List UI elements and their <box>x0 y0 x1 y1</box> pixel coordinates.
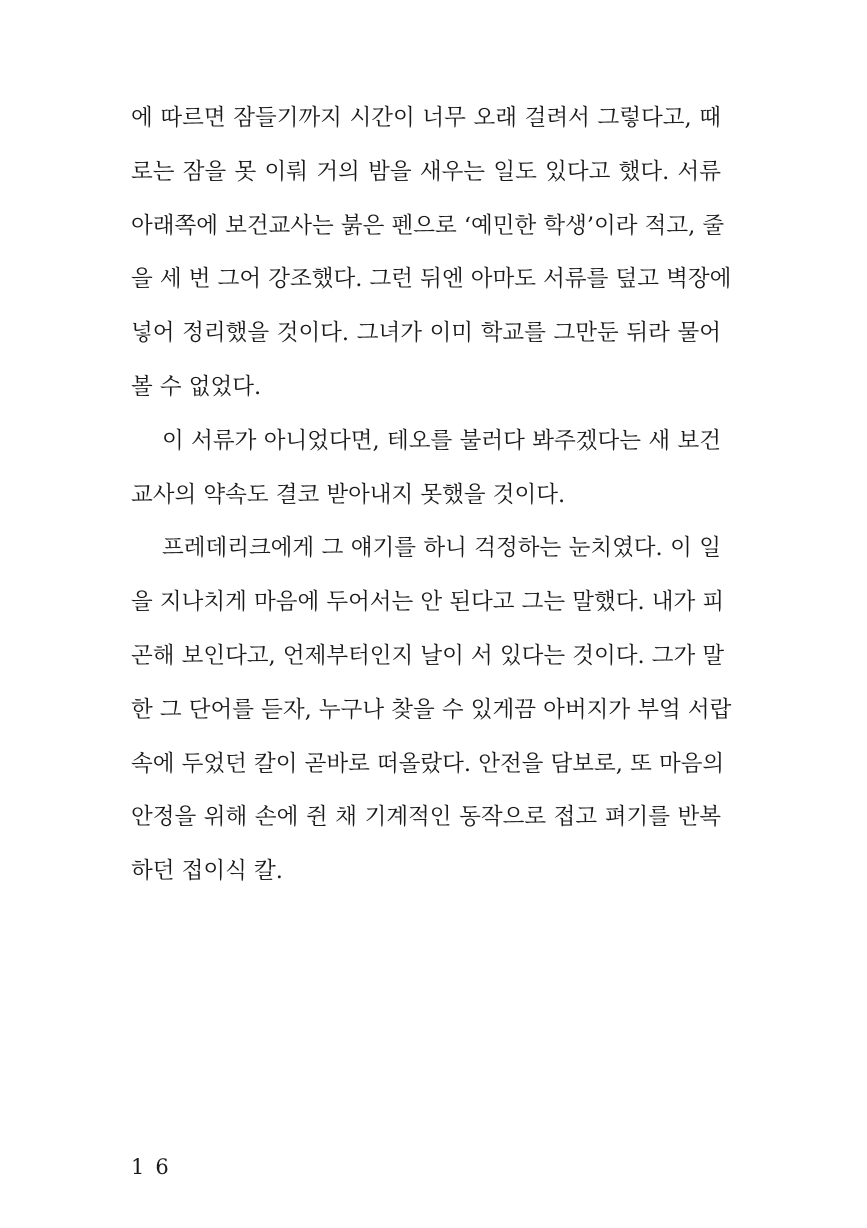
text-line: 에 따르면 잠들기까지 시간이 너무 오래 걸려서 그렇다고, 때 <box>131 105 721 131</box>
text-line: 을 지나치게 마음에 두어서는 안 된다고 그는 말했다. 내가 피 <box>131 589 725 616</box>
text-line: 아래쪽에 보건교사는 붉은 펜으로 ‘예민한 학생’이라 적고, 줄 <box>131 212 725 239</box>
text-line: 프레데리크에게 그 얘기를 하니 걱정하는 눈치였다. 이 일 <box>162 535 721 562</box>
text-line: 을 세 번 그어 강조했다. 그런 뒤엔 아마도 서류를 덮고 벽장에 <box>131 266 732 293</box>
text-line: 한 그 단어를 듣자, 누구나 찾을 수 있게끔 아버지가 부엌 서랍 <box>131 696 732 723</box>
text-line: 로는 잠을 못 이뤄 거의 밤을 새우는 일도 있다고 했다. 서류 <box>131 158 721 185</box>
text-line: 곤해 보인다고, 언제부터인지 날이 서 있다는 것이다. 그가 말 <box>131 642 725 669</box>
text-line: 넣어 정리했을 것이다. 그녀가 이미 학교를 그만둔 뒤라 물어 <box>131 320 721 347</box>
text-line: 이 서류가 아니었다면, 테오를 불러다 봐주겠다는 새 보건 <box>162 427 721 454</box>
body-text <box>131 92 732 899</box>
text-line: 안정을 위해 손에 쥔 채 기계적인 동작으로 접고 펴기를 반복 <box>131 804 721 831</box>
page-number: 16 <box>131 1155 180 1179</box>
text-line: 속에 두었던 칼이 곧바로 떠올랐다. 안전을 담보로, 또 마음의 <box>131 750 725 777</box>
text-line: 볼 수 없었다. <box>131 373 262 400</box>
text-line: 하던 접이식 칼. <box>131 858 283 885</box>
text-line: 교사의 약속도 결코 받아내지 못했을 것이다. <box>131 481 566 508</box>
